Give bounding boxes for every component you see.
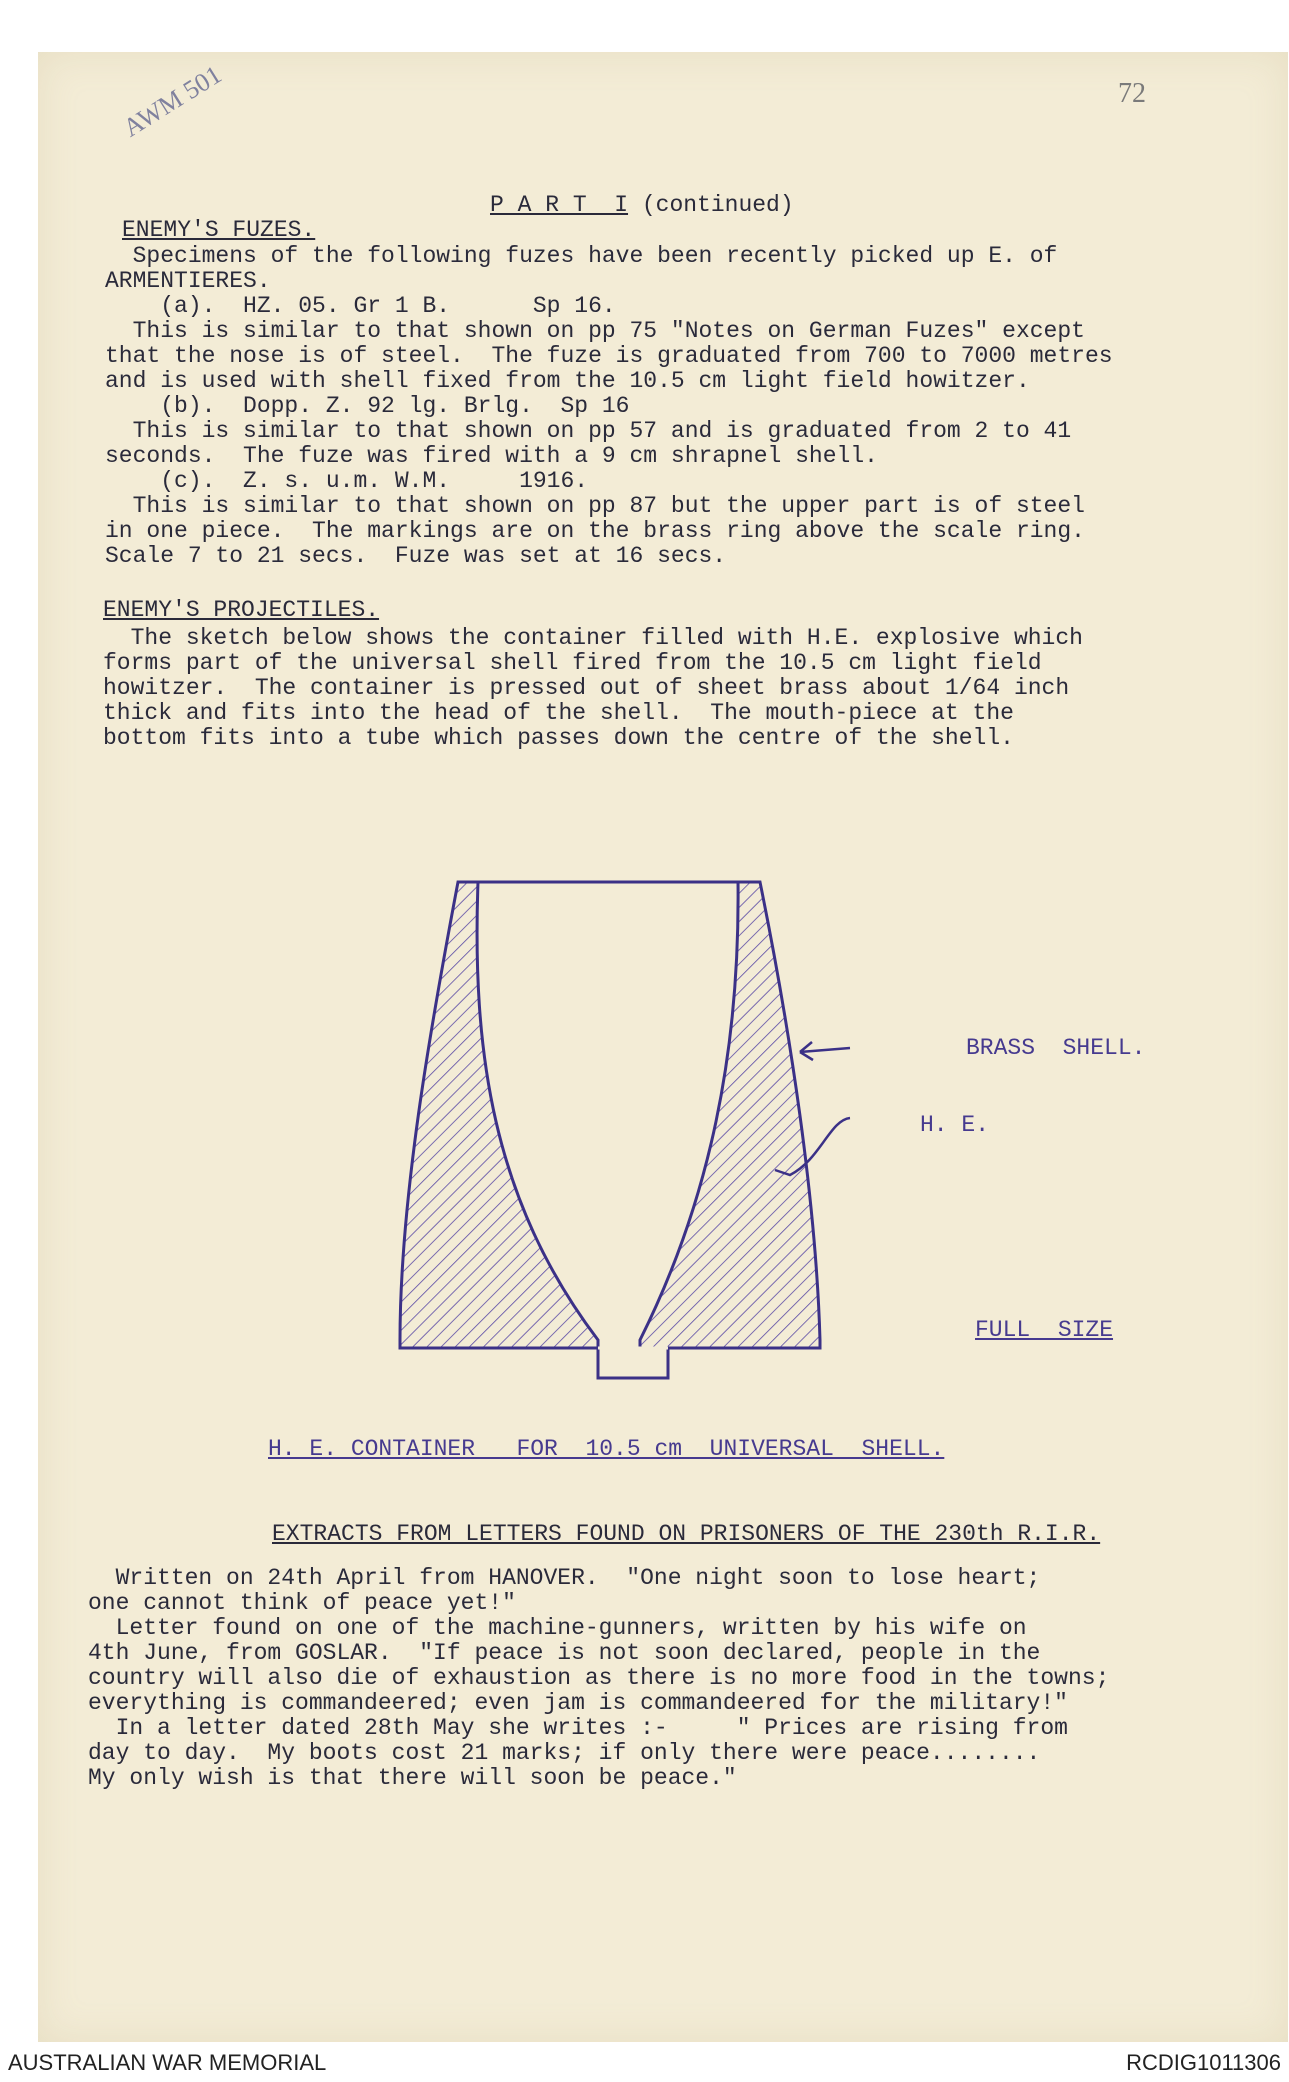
extracts-line: Letter found on one of the machine-gunners, written by his wife on [88,1615,1027,1641]
fuzes-heading: ENEMY'S FUZES. [122,217,316,243]
extracts-line: one cannot think of peace yet!" [88,1590,516,1616]
projectiles-line: howitzer. The container is pressed out of sheet brass about 1/64 inch [103,675,1070,701]
page-number: 72 [1118,78,1146,109]
part-title [490,193,794,218]
fuzes-line: seconds. The fuze was fired with a 9 cm shrapnel shell. [105,443,878,469]
extracts-line: My only wish is that there will soon be peace." [88,1765,737,1791]
fuzes-line: that the nose is of steel. The fuze is graduated from 700 to 7000 metres [105,343,1113,369]
archive-stamp: AWM 501 [118,59,227,143]
projectiles-line: thick and fits into the head of the shell. The mouth-piece at the [103,700,1014,726]
container-right-wall [640,882,820,1348]
projectiles-heading: ENEMY'S PROJECTILES. [103,597,380,623]
extracts-body [88,1566,1109,1791]
fuzes-line: (c). Z. s. u.m. W.M. 1916. [105,468,589,494]
fuzes-line: and is used with shell fixed from the 10.5 cm light field howitzer. [105,368,1030,394]
brass-shell-pointer [800,1048,850,1052]
label-full-size: FULL SIZE [975,1317,1114,1343]
projectiles-line: The sketch below shows the container filled with H.E. explosive which [103,625,1083,651]
fuzes-line: (b). Dopp. Z. 92 lg. Brlg. Sp 16 [105,393,630,419]
extracts-line: 4th June, from GOSLAR. "If peace is not soon declared, people in the [88,1640,1041,1666]
mouth-piece [598,1348,668,1378]
fuzes-line: Specimens of the following fuzes have been recently picked up E. of [105,243,1058,269]
fuzes-line: in one piece. The markings are on the brass ring above the scale ring. [105,518,1085,544]
fuzes-line: (a). HZ. 05. Gr 1 B. Sp 16. [105,293,616,319]
he-container-sketch [380,870,860,1390]
figure-caption: H. E. CONTAINER FOR 10.5 cm UNIVERSAL SHELL. [268,1436,945,1462]
fuzes-line: Scale 7 to 21 secs. Fuze was set at 16 secs. [105,543,727,569]
projectiles-line: bottom fits into a tube which passes down the centre of the shell. [103,725,1014,751]
extracts-line: In a letter dated 28th May she writes :- " Prices are rising from [88,1715,1068,1741]
fuzes-line: This is similar to that shown on pp 57 and is graduated from 2 to 41 [105,418,1072,444]
container-left-wall [400,882,598,1348]
footer-institution: AUSTRALIAN WAR MEMORIAL [8,2050,327,2075]
label-brass-shell: BRASS SHELL. [966,1035,1146,1061]
part-title-label: P A R T I [490,192,629,218]
label-he: H. E. [920,1112,990,1138]
fuzes-line: This is similar to that shown on pp 75 "Notes on German Fuzes" except [105,318,1085,344]
extracts-line: country will also die of exhaustion as there is no more food in the towns; [88,1665,1110,1691]
extracts-heading: EXTRACTS FROM LETTERS FOUND ON PRISONERS OF THE 230th R.I.R. [272,1521,1101,1547]
extracts-line: day to day. My boots cost 21 marks; if only there were peace........ [88,1740,1041,1766]
fuzes-body [105,244,1113,569]
part-title-continued: (continued) [628,192,794,218]
extracts-line: Written on 24th April from HANOVER. "One night soon to lose heart; [88,1565,1041,1591]
fuzes-line: ARMENTIERES. [105,268,271,294]
projectiles-line: forms part of the universal shell fired from the 10.5 cm light field [103,650,1042,676]
footer-record-id: RCDIG1011306 [1126,2050,1281,2075]
projectiles-body [103,626,1083,751]
extracts-line: everything is commandeered; even jam is commandeered for the military!" [88,1690,1068,1716]
fuzes-line: This is similar to that shown on pp 87 but the upper part is of steel [105,493,1085,519]
